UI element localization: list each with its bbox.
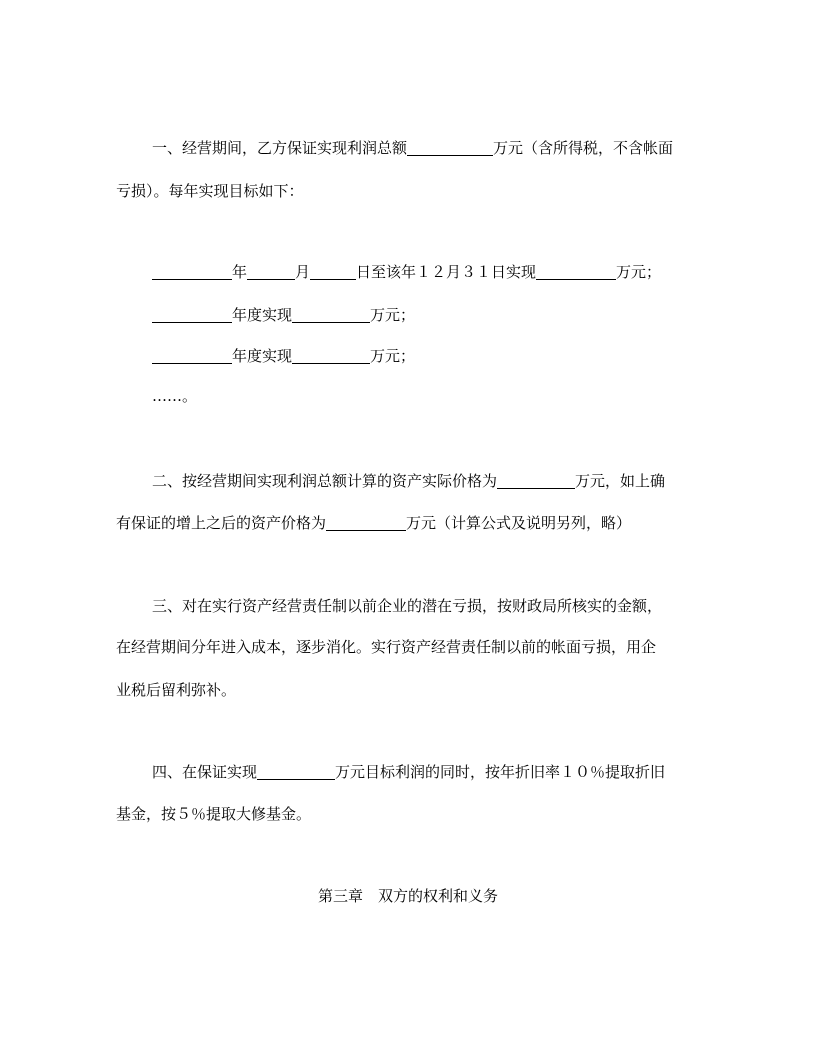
p3-text-a: 三、对在实行资产经营责任制以前企业的潜在亏损，按财政局所核实的金额，: [152, 597, 663, 615]
paragraph-1-line-2: [0, 181, 816, 201]
p2-text-d: 万元（计算公式及说明另列，略）: [406, 514, 632, 532]
target-row-2: [0, 305, 816, 325]
p4-text-b: 万元目标利润的同时，按年折旧率１０％提取折旧: [335, 763, 666, 781]
ellipsis-text: ……。: [152, 387, 198, 405]
blank-increased-asset-price: [326, 514, 406, 531]
paragraph-3-line-1: [0, 596, 816, 616]
blank-year-2: [152, 306, 232, 323]
target-month-label: 月: [295, 263, 311, 281]
paragraph-4-line-2: [0, 804, 816, 824]
blank-day: [310, 263, 356, 280]
p2-text-b: 万元，如上确: [575, 472, 666, 490]
target-ellipsis: [0, 386, 816, 406]
p4-text-c: 基金，按５％提取大修基金。: [116, 805, 312, 823]
p1-text-a: 一、经营期间，乙方保证实现利润总额: [152, 139, 408, 157]
paragraph-1-line-1: [0, 138, 816, 158]
blank-year-3: [152, 347, 232, 364]
target-year-label: 年: [232, 263, 248, 281]
target-row-3-text: 年度实现: [232, 347, 293, 365]
blank-total-profit: [407, 139, 493, 156]
target-row-2-text: 年度实现: [232, 306, 293, 324]
blank-target-profit: [257, 763, 335, 780]
target-row-1-text: 日至该年１２月３１日实现: [356, 263, 537, 281]
p3-text-b: 在经营期间分年进入成本，逐步消化。实行资产经营责任制以前的帐面亏损，用企: [116, 638, 657, 656]
p1-text-c: 亏损）。每年实现目标如下：: [116, 182, 304, 200]
chapter-heading: 第三章 双方的权利和义务: [317, 887, 498, 905]
p4-text-a: 四、在保证实现: [152, 763, 258, 781]
target-row-2-unit: 万元；: [370, 306, 416, 324]
paragraph-2-line-2: [0, 513, 816, 533]
paragraph-3-line-3: [0, 680, 816, 700]
p3-text-c: 业税后留利弥补。: [116, 681, 237, 699]
target-row-1: [0, 262, 816, 282]
blank-amount-3: [292, 347, 370, 364]
blank-asset-price: [497, 472, 575, 489]
p1-text-b: 万元（含所得税，不含帐面: [493, 139, 674, 157]
blank-year: [152, 263, 232, 280]
paragraph-2-line-1: [0, 471, 816, 491]
target-row-1-unit: 万元；: [616, 263, 662, 281]
p2-text-c: 有保证的增上之后的资产价格为: [116, 514, 327, 532]
paragraph-4-line-1: [0, 762, 816, 782]
p2-text-a: 二、按经营期间实现利润总额计算的资产实际价格为: [152, 472, 498, 490]
target-row-3-unit: 万元；: [370, 347, 416, 365]
target-row-3: [0, 346, 816, 366]
blank-amount-2: [292, 306, 370, 323]
blank-month: [247, 263, 295, 280]
blank-first-year-amount: [536, 263, 616, 280]
paragraph-3-line-2: [0, 637, 816, 657]
